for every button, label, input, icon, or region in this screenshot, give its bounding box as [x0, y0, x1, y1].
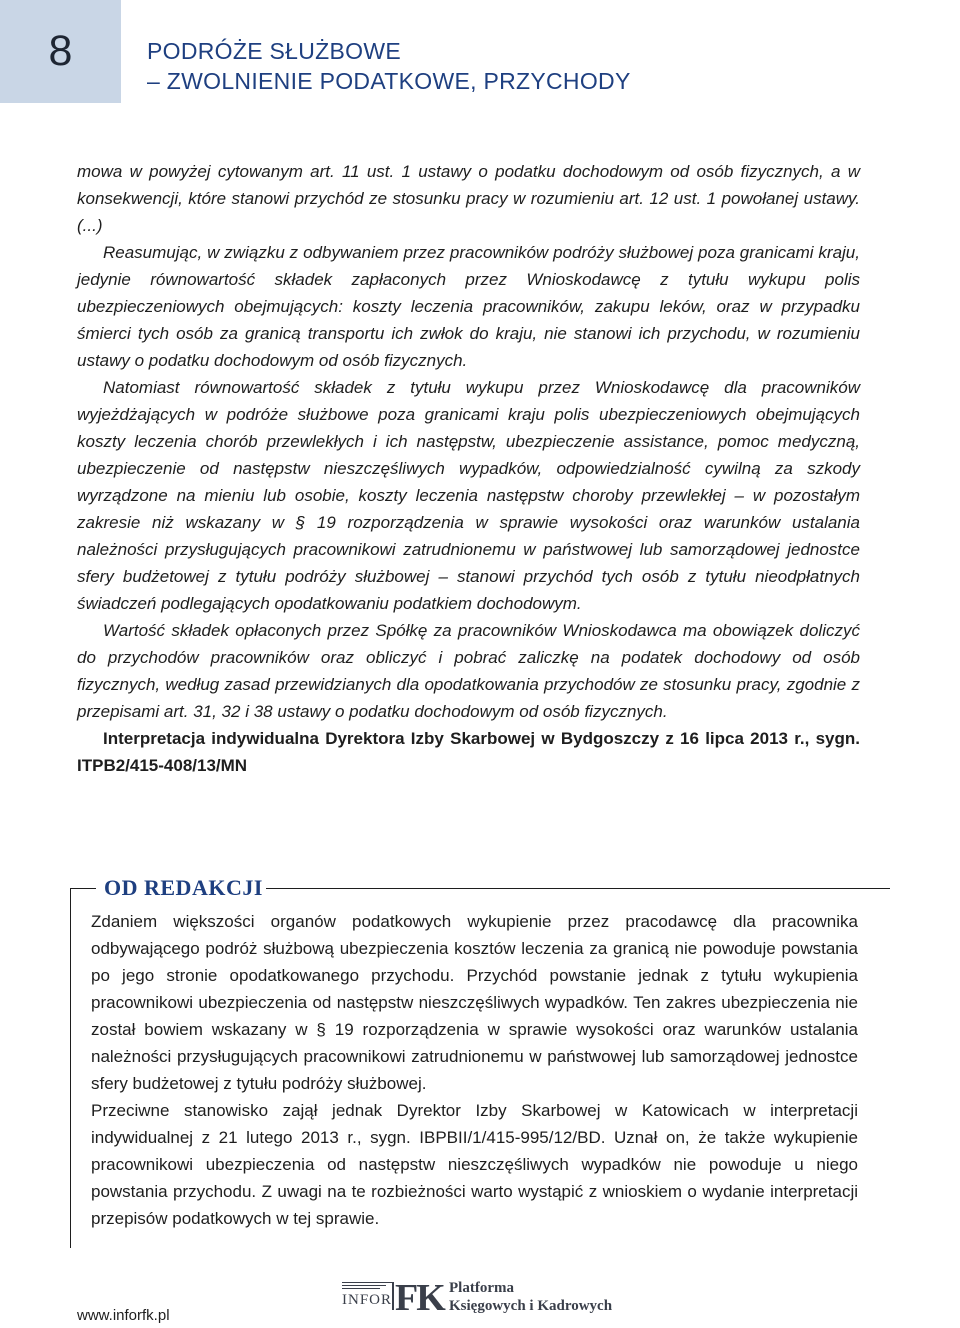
od-redakcji-body [91, 908, 858, 1232]
logo-fk-text: FK [395, 1277, 444, 1319]
website-link[interactable]: www.inforfk.pl [77, 1307, 170, 1324]
header-rule-left [70, 888, 96, 889]
infor-fk-logo [342, 1278, 612, 1320]
header-rule-right [266, 888, 890, 889]
body-paragraph-1: mowa w powyżej cytowanym art. 11 ust. 1 ustawy o podatku dochodowym od osób fizycznych, a w konsekwencji, które stanowi przychód ze stosunku pracy w rozumieniu art. 12 ust. 1 powołanej ustawy. (...) [77, 162, 860, 235]
od-redakcji-title: OD REDAKCJI [104, 875, 263, 900]
article-body [77, 158, 860, 779]
od-redakcji-paragraph-2: Przeciwne stanowisko zajął jednak Dyrektor Izby Skarbowej w Katowicach w interpretacji indywidualnej z 21 lutego 2013 r., sygn. IBPBII/1/415-995/12/BD. Uznał on, że także wykupienie pracownikowi ubezpieczenia od następstw nieszczęśliwych wypadków nie powoduje u niego powstania przychodu. Z uwagi na te rozbieżności warto wystąpić z wnioskiem o wydanie interpretacji przepisów podatkowych w tej sprawie. [91, 1101, 858, 1228]
page-footer [0, 1270, 960, 1328]
logo-platforma-text: Platforma [449, 1280, 514, 1296]
chapter-title-line1: PODRÓŻE SŁUŻBOWE [147, 38, 401, 64]
od-redakcji-header [70, 873, 890, 903]
page-header [0, 0, 960, 103]
logo-infor-text: INFOR [342, 1292, 393, 1308]
chapter-title-line2: – ZWOLNIENIE PODATKOWE, PRZYCHODY [147, 68, 631, 94]
logo-bars-icon [342, 1282, 392, 1290]
body-paragraph-3: Natomiast równowartość składek z tytułu wykupu przez Wnioskodawcę dla pracowników wyjeżdżających w podróże służbowe poza granicami kraju polis ubezpieczeniowych obejmujących koszty leczenia chorób przewlekłych i ich następstw, ubezpieczenie assistance, pomoc medyczną, ubezpieczenie od następstw nieszczęśliwych wypadków, odpowiedzialność cywilną za szkody wyrządzone na mieniu lub osobie, koszty leczenia następstw choroby przewlekłej – w pozostałym zakresie niż wskazany w § 19 rozporządzenia w sprawie wysokości oraz warunków ustalania należności przysługujących pracownikowi zatrudnionemu w państwowej lub samorządowej jednostce sfery budżetowej z tytułu podróży służbowej – stanowi przychód tych osób z tytułu nieodpłatnych świadczeń podlegających opodatkowaniu podatkiem dochodowym. [77, 378, 860, 613]
body-paragraph-2: Reasumując, w związku z odbywaniem przez pracowników podróży służbowej poza granicami kraju, jedynie równowartość składek zapłaconych przez Wnioskodawcę z tytułu wykupu polis ubezpieczeniowych obejmujących: koszty leczenia pracowników, zakupu leków, oraz w przypadku śmierci tych osób za granicą transportu ich zwłok do kraju, nie stanowi ich przychodu, w rozumieniu ustawy o podatku dochodowym od osób fizycznych. [77, 243, 860, 370]
chapter-title [147, 36, 631, 96]
logo-subtitle-text: Księgowych i Kadrowych [449, 1298, 613, 1314]
page-number-box [0, 0, 121, 103]
interpretation-citation: Interpretacja indywidualna Dyrektora Izby Skarbowej w Bydgoszczy z 16 lipca 2013 r., sygn. ITPB2/415-408/13/MN [77, 729, 860, 775]
logo-divider [392, 1282, 394, 1310]
od-redakcji-paragraph-1: Zdaniem większości organów podatkowych wykupienie przez pracodawcę dla pracownika odbywającego podróż służbową ubezpieczenia kosztów leczenia za granicą nie powoduje powstania po jego stronie opodatkowanego przychodu. Przychód powstanie jednak z tytułu wykupienia pracownikowi ubezpieczenia od następstw nieszczęśliwych wypadków. Ten zakres ubezpieczenia nie został bowiem wskazany w § 19 rozporządzenia w sprawie wysokości oraz warunków ustalania należności przysługujących pracownikowi zatrudnionemu w państwowej lub samorządowej jednostce sfery budżetowej z tytułu podróży służbowej. [91, 912, 858, 1093]
body-paragraph-4: Wartość składek opłaconych przez Spółkę za pracowników Wnioskodawca ma obowiązek doliczyć do przychodów pracowników oraz obliczyć i pobrać zaliczkę na podatek dochodowy od osób fizycznych, według zasad przewidzianych dla opodatkowania przychodów ze stosunku pracy, zgodnie z przepisami art. 31, 32 i 38 ustawy o podatku dochodowym od osób fizycznych. [77, 621, 860, 721]
page-number: 8 [48, 27, 73, 75]
sidebar-rule [70, 888, 71, 1248]
